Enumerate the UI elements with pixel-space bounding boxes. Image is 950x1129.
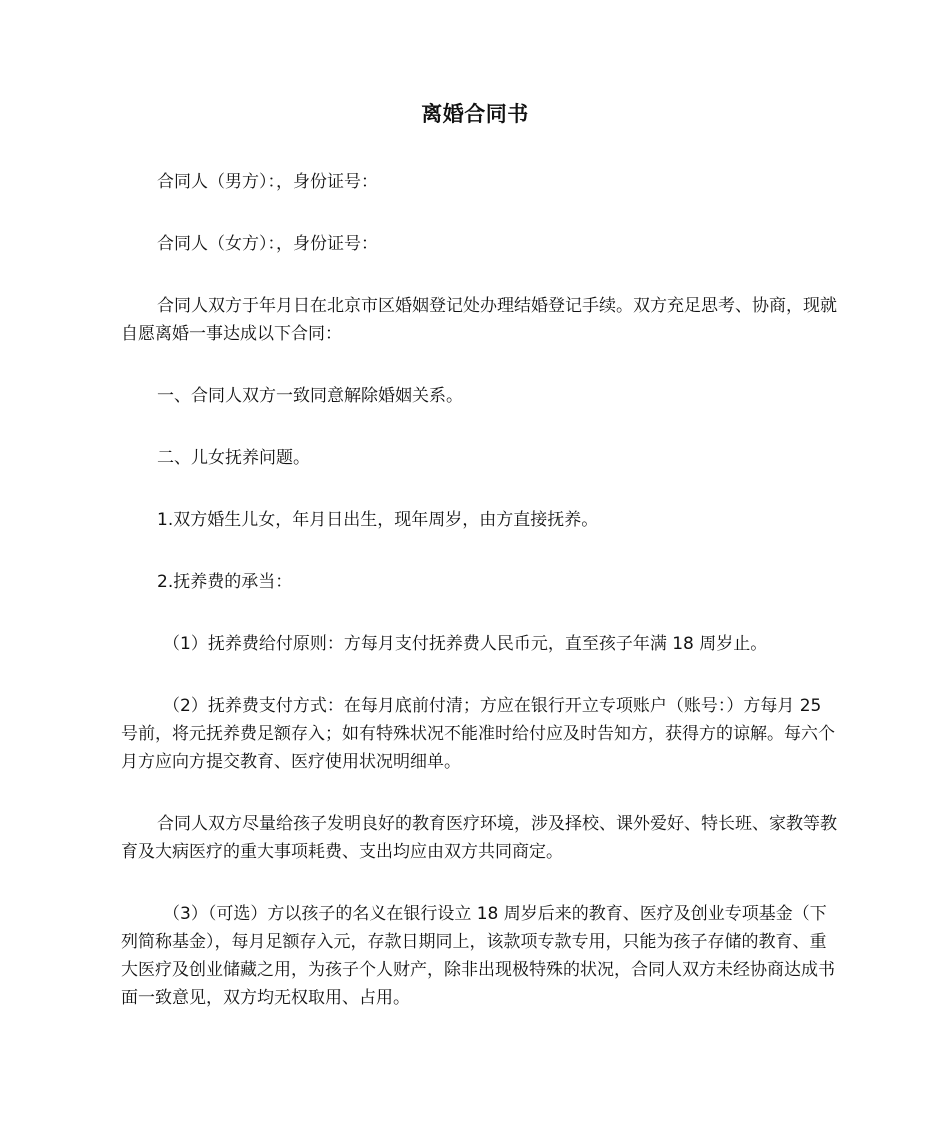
paragraph-support-cost-heading: 2.抚养费的承当： <box>157 572 293 592</box>
document-title: 离婚合同书 <box>421 102 529 126</box>
document-body <box>121 168 839 1046</box>
paragraph-education-medical: 合同人双方尽量给孩子发明良好的教育医疗环境，涉及择校、课外爱好、特长班、家教等教育及大病医疗的重大事项耗费、支出均应由双方共同商定。 <box>121 814 837 862</box>
paragraph-child-support-heading: 二、儿女抚养问题。 <box>157 448 310 468</box>
paragraph-custody: 1.双方婚生儿女，年月日出生，现年周岁，由方直接抚养。 <box>157 510 599 530</box>
paragraph-marriage-registration: 合同人双方于年月日在北京市区婚姻登记处办理结婚登记手续。双方充足思考、协商，现就自愿离婚一事达成以下合同： <box>121 296 837 344</box>
paragraph-payment-method: （2）抚养费支付方式：在每月底前付清；方应在银行开立专项账户（账号：）方每月 25 号前，将元抚养费足额存入；如有特殊状况不能准时给付应及时告知方，获得方的谅解。每六个月方应向方提交教育、医疗使用状况明细单。 <box>121 696 835 772</box>
paragraph-male-party: 合同人（男方）：，身份证号： <box>157 172 378 192</box>
paragraph-female-party: 合同人（女方）：，身份证号： <box>157 234 378 254</box>
paragraph-optional-fund: （3）（可选）方以孩子的名义在银行设立 18 周岁后来的教育、医疗及创业专项基金（下列简称基金），每月足额存入元，存款日期同上，该款项专款专用，只能为孩子存储的教育、重大医疗及创业储藏之用，为孩子个人财产，除非出现极特殊的状况，合同人双方未经协商达成书面一致意见，双方均无权取用、占用。 <box>121 904 835 1008</box>
paragraph-payment-principle: （1）抚养费给付原则：方每月支付抚养费人民币元，直至孩子年满 18 周岁止。 <box>163 634 768 654</box>
paragraph-dissolve-marriage: 一、合同人双方一致同意解除婚姻关系。 <box>157 386 463 406</box>
